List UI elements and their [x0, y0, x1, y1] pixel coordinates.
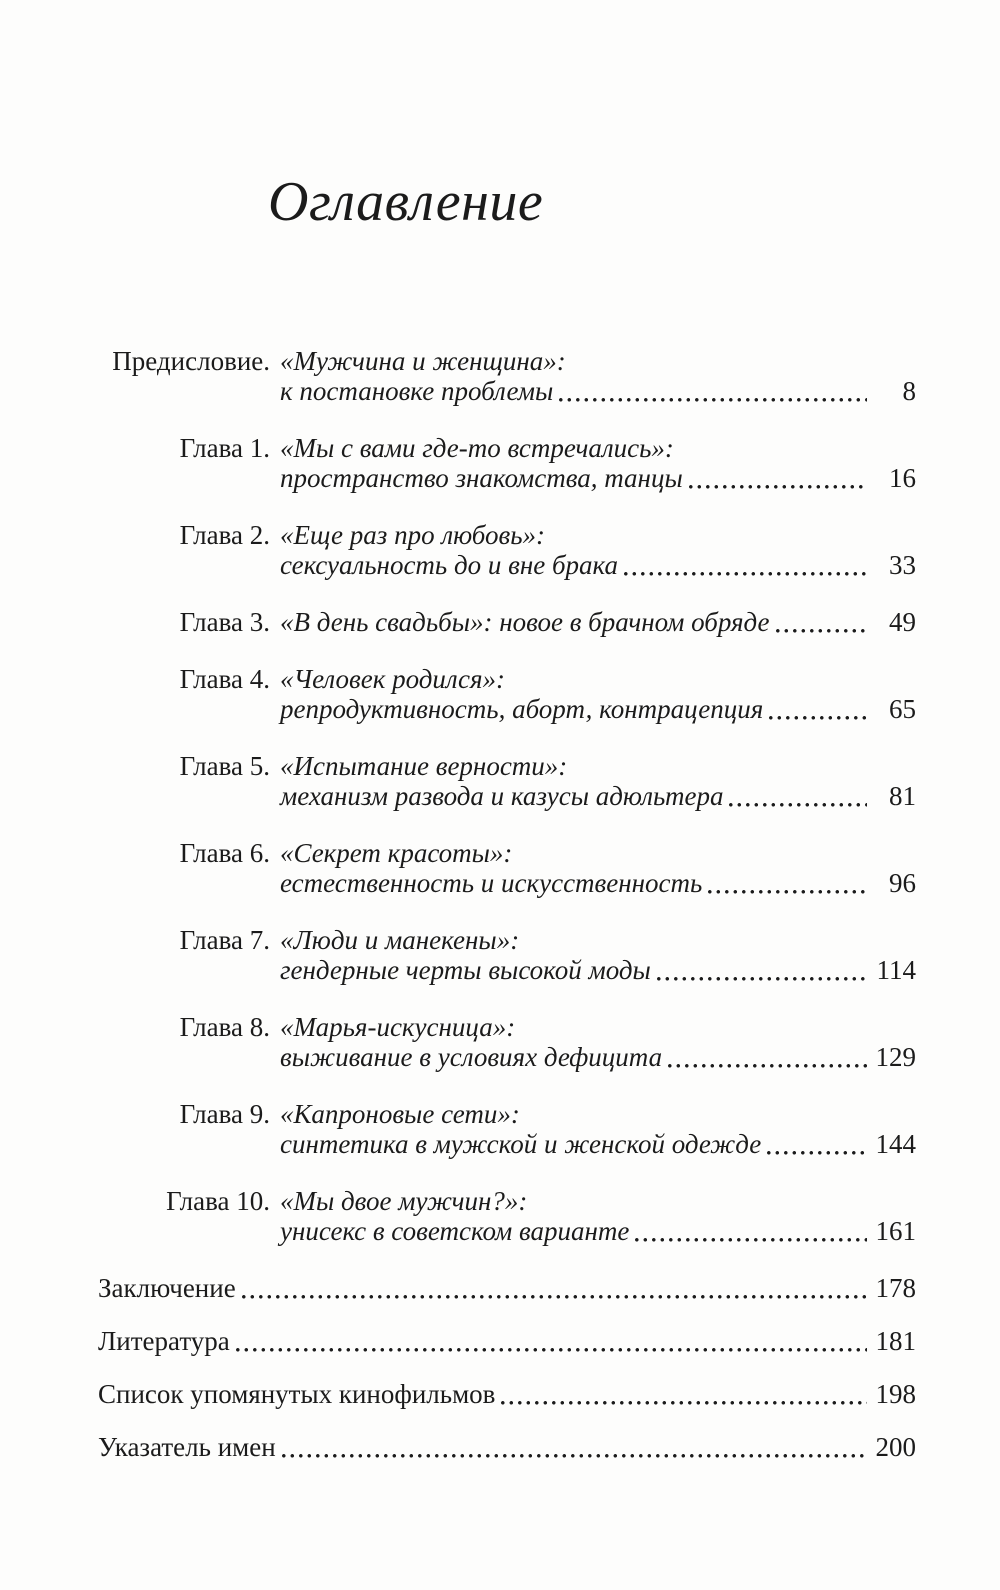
dot-leader: [235, 1326, 868, 1356]
toc-entry-line2: [280, 1216, 916, 1246]
toc-entry-title: «Марья-искусница»:: [280, 1012, 516, 1042]
end-matter-page-number: 178: [875, 1273, 916, 1303]
toc-entry: [98, 925, 916, 985]
toc-entry-title: «Мы двое мужчин?»:: [280, 1186, 528, 1216]
toc-entry-label: Предисловие.: [112, 346, 270, 376]
toc-entry-subtitle: выживание в условиях дефицита: [280, 1042, 663, 1072]
toc-entry-label: Глава 7.: [179, 925, 270, 955]
toc-entry-content: [270, 1186, 916, 1246]
end-matter-entry: [98, 1379, 916, 1409]
toc-entry-subtitle: репродуктивность, аборт, контрацепция: [280, 694, 764, 724]
toc-entry: [98, 433, 916, 493]
toc-entry-page-number: 33: [889, 550, 916, 580]
toc-entry-page-number: 114: [876, 955, 916, 985]
chapter-list: [98, 346, 916, 1246]
dot-leader: [623, 550, 868, 580]
toc-entry-content: [270, 925, 916, 985]
toc-entry-line1: [280, 751, 916, 781]
dot-leader: [667, 1042, 868, 1072]
toc-entry-title: «В день свадьбы»: новое в брачном обряде: [280, 607, 770, 637]
toc-entry-subtitle: синтетика в мужской и женской одежде: [280, 1129, 762, 1159]
dot-leader: [688, 463, 868, 493]
toc-entry-label: Глава 10.: [166, 1186, 270, 1216]
toc-entry-subtitle: гендерные черты высокой моды: [280, 955, 651, 985]
toc-entry-page-number: 49: [889, 607, 916, 637]
toc-entry-content: [270, 1012, 916, 1072]
toc-entry: [98, 1012, 916, 1072]
toc-entry-title: «Еще раз про любовь»:: [280, 520, 545, 550]
toc-entry-label: Глава 6.: [179, 838, 270, 868]
toc-entry-label: Глава 2.: [179, 520, 270, 550]
toc-entry-line2: [280, 955, 916, 985]
end-matter-entry: [98, 1432, 916, 1462]
end-matter-page-number: 198: [875, 1379, 916, 1409]
toc-entry-line1: [280, 520, 916, 550]
toc-entry-page-number: 96: [889, 868, 916, 898]
dot-leader: [707, 868, 868, 898]
toc-entry-title: «Секрет красоты»:: [280, 838, 513, 868]
end-matter-page-number: 181: [875, 1326, 916, 1356]
dot-leader: [656, 955, 868, 985]
toc-entry: [98, 838, 916, 898]
toc-entry-line2: [280, 868, 916, 898]
end-matter-entry-label: Литература: [98, 1326, 230, 1356]
toc-entry-line1: [280, 1099, 916, 1129]
toc-entry-line2: [280, 694, 916, 724]
end-matter-entry-label: Заключение: [98, 1273, 236, 1303]
end-matter-entry: [98, 1326, 916, 1356]
toc-entry-content: [270, 664, 916, 724]
toc-entry-line2: [280, 1042, 916, 1072]
toc-entry-subtitle: сексуальность до и вне брака: [280, 550, 619, 580]
toc-entry-line2: [280, 376, 916, 406]
toc-entry-subtitle: естественность и искусственность: [280, 868, 703, 898]
toc-entry-label: Глава 5.: [179, 751, 270, 781]
dot-leader: [728, 781, 868, 811]
toc-entry-line2: [280, 1129, 916, 1159]
toc-entry-content: [270, 751, 916, 811]
toc-entry: [98, 664, 916, 724]
toc-entry-line1: [280, 1186, 916, 1216]
toc-entry: [98, 346, 916, 406]
toc-entry-page-number: 65: [889, 694, 916, 724]
toc-entry-page-number: 8: [902, 376, 916, 406]
toc-entry-line1: [280, 607, 916, 637]
toc-entry-line2: [280, 550, 916, 580]
page-title: Оглавление: [268, 171, 544, 233]
toc-entry: [98, 1186, 916, 1246]
dot-leader: [281, 1432, 868, 1462]
dot-leader: [634, 1216, 868, 1246]
toc-entry-page-number: 161: [875, 1216, 916, 1246]
toc-entry-line1: [280, 1012, 916, 1042]
toc-entry-label: Глава 8.: [179, 1012, 270, 1042]
toc-entry-page-number: 16: [889, 463, 916, 493]
toc-entry-subtitle: унисекс в советском варианте: [280, 1216, 630, 1246]
toc-entry-content: [270, 346, 916, 406]
dot-leader: [775, 607, 868, 637]
toc-entry-line1: [280, 664, 916, 694]
toc-entry: [98, 607, 916, 637]
toc-entry-title: «Мужчина и женщина»:: [280, 346, 566, 376]
toc-entry-label: Глава 9.: [179, 1099, 270, 1129]
toc-entry-label: Глава 4.: [179, 664, 270, 694]
toc-entry-title: «Человек родился»:: [280, 664, 506, 694]
toc-entry-line1: [280, 925, 916, 955]
toc-entry-page-number: 81: [889, 781, 916, 811]
toc-entry: [98, 1099, 916, 1159]
end-matter-page-number: 200: [875, 1432, 916, 1462]
toc-entry-line1: [280, 838, 916, 868]
toc-entry-line1: [280, 433, 916, 463]
end-matter-entry-label: Указатель имен: [98, 1432, 276, 1462]
toc-entry-line2: [280, 781, 916, 811]
toc-entry-page-number: 129: [875, 1042, 916, 1072]
toc-entry-content: [270, 607, 916, 637]
toc-entry-line1: [280, 346, 916, 376]
toc-entry-title: «Мы с вами где-то встречались»:: [280, 433, 674, 463]
toc-entry-line2: [280, 463, 916, 493]
end-matter-entry-label: Список упомянутых кинофильмов: [98, 1379, 496, 1409]
toc-entry-title: «Люди и манекены»:: [280, 925, 520, 955]
toc-entry-label: Глава 1.: [179, 433, 270, 463]
toc-entry-subtitle: к постановке проблемы: [280, 376, 554, 406]
toc-entry-page-number: 144: [875, 1129, 916, 1159]
dot-leader: [766, 1129, 868, 1159]
dot-leader: [500, 1379, 868, 1409]
toc-entry-content: [270, 838, 916, 898]
toc-entry-title: «Капроновые сети»:: [280, 1099, 520, 1129]
toc-entry-subtitle: механизм развода и казусы адюльтера: [280, 781, 724, 811]
dot-leader: [241, 1273, 868, 1303]
toc-entry-label: Глава 3.: [179, 607, 270, 637]
dot-leader: [768, 694, 868, 724]
toc-entry: [98, 520, 916, 580]
end-matter-list: [98, 1273, 916, 1462]
dot-leader: [558, 376, 868, 406]
toc-entry-content: [270, 1099, 916, 1159]
toc-entry-content: [270, 433, 916, 493]
end-matter-entry: [98, 1273, 916, 1303]
toc-entry-content: [270, 520, 916, 580]
toc-entry-subtitle: пространство знакомства, танцы: [280, 463, 683, 493]
toc-entry-title: «Испытание верности»:: [280, 751, 568, 781]
toc-entry: [98, 751, 916, 811]
